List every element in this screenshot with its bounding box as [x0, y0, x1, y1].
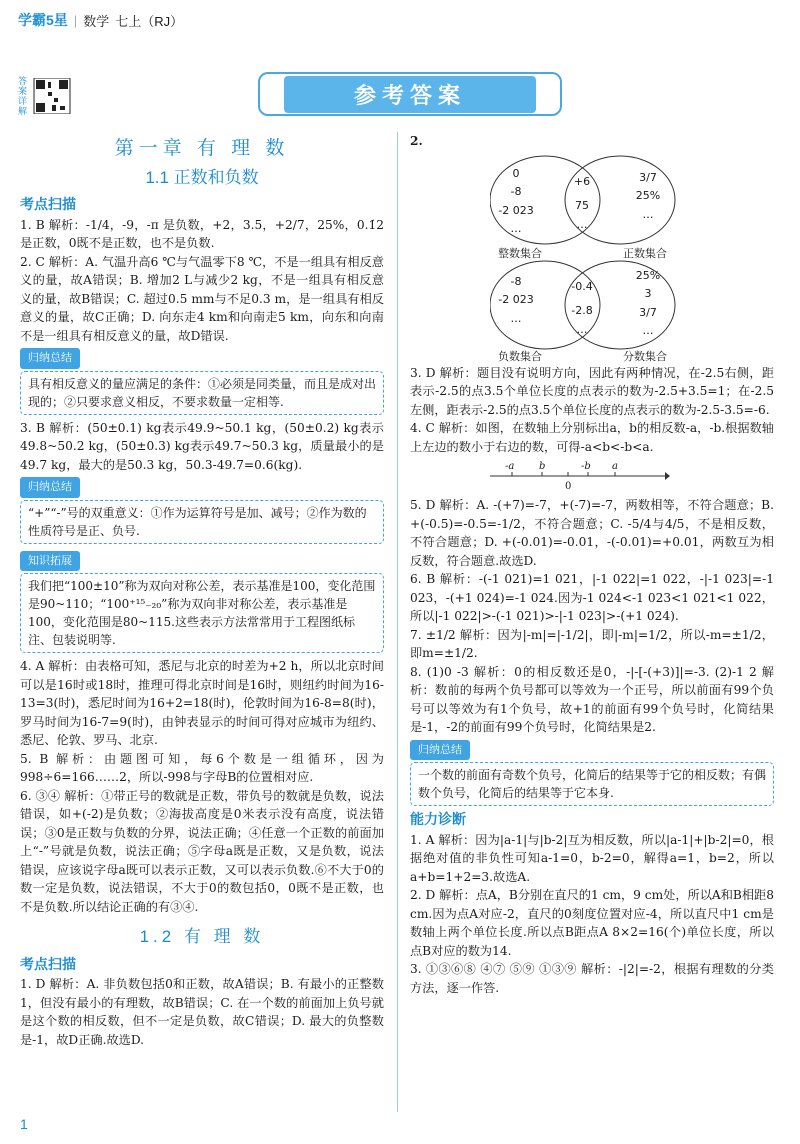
answer-r7: 7. ±1/2 解析：因为|-m|=|-1/2|，即|-m|=1/2，所以-m=±1/2，即m=±1/2.: [410, 627, 774, 660]
answer-banner: [258, 72, 562, 116]
left-column: [20, 132, 384, 1049]
answer-4: 4. A 解析：由表格可知，悉尼与北京的时差为+2 h，所以北京时间可以是16时或18时，推理可得北京时间是16时，则纽约时间为16-13=3(时)，悉尼时间为16+2=18(时)，伦敦时间为16-8=8(时)，罗马时间为16-7=9(时)，由钟表显示的时间可得对应城市为纽约、悉尼、伦敦、罗马、北京.: [20, 659, 384, 747]
brand-logo: 学霸5星: [18, 12, 68, 28]
header-divider: |: [73, 12, 78, 28]
answer-n2: 2. D 解析：点A，B分别在直尺的1 cm，9 cm处，所以A和B相距8 cm.因为点A对应-2，直尺的0刻度位置对应-4，所以直尺中1 cm是数轴上两个单位长度.所以点B距点A 8×2=16(个)单位长度，所以点B对应的数为14.: [410, 888, 775, 958]
tag-summary: 归纳总结: [20, 477, 80, 498]
subheading-kaodian: 考点扫描: [20, 196, 76, 212]
answer-r3: 3. D 解析：题目没有说明方向，因此有两种情况，在-2.5右侧，距表示-2.5的点3.5个单位长度的点表示的数为-2.5+3.5=1；在-2.5左侧，距表示-2.5的点3.5个单位长度的点表示的数为-2.5-3.5=-6.: [410, 365, 774, 417]
answer-n1: 1. A 解析：因为|a-1|与|b-2|互为相反数，所以|a-1|+|b-2|=0，根据绝对值的非负性可知a-1=0，b-2=0，解得a=1，b=2，所以a+b=1+2=3.故选A.: [410, 832, 774, 884]
answer-n3: 3. ①③⑥⑧ ④⑦ ⑤⑨ ①③⑨ 解析：-|2|=-2，根据有理数的分类方法，逐一作答.: [410, 962, 774, 995]
summary-box: 一个数的前面有奇数个负号，化简后的结果等于它的相反数；有偶数个负号，化简后的结果等于它本身.: [410, 762, 774, 806]
qr-side-label: 答案详解: [18, 76, 28, 116]
venn2-right: 25% 3 3/7 …: [635, 268, 661, 337]
summary-box: 具有相反意义的量应满足的条件：①必须是同类量，而且是成对出现的；②只要求意义相反，不要求数量一定相等.: [20, 371, 384, 415]
answer-1-2-1: 1. D 解析：A. 非负数包括0和正数，故A错误；B. 有最小的正整数1，但没有最小的有理数，故B错误；C. 在一个数的前面加上负号就是这个数的相反数，但不一定是负数，故C错误；D. 最大的负整数是-1，故D正确.故选D.: [20, 977, 384, 1047]
tick-neg-a: -a: [505, 461, 515, 472]
tag-extension: 知识拓展: [20, 551, 80, 572]
section-title-1-2: 1.2 有 理 数: [139, 927, 265, 946]
venn1-left: 0 -8 -2 023 …: [498, 166, 534, 235]
number-line-axis: [490, 462, 670, 492]
answer-r6: 6. B 解析：-(-1 021)=1 021，|-1 022|=1 022，-|-1 023|=-1 023，-(+1 024)=-1 024.因为-1 024<-1 023<1 021<1 022，所以|-1 022|>-(-1 021)>-|-1 023|>-(+1 024).: [410, 572, 774, 623]
tick-neg-b: -b: [581, 461, 591, 472]
section-title-1-1: 1.1 正数和负数: [145, 167, 259, 187]
venn2-label-left: 负数集合: [498, 349, 542, 363]
subheading-kaodian: 考点扫描: [20, 955, 76, 972]
tick-zero: 0: [565, 481, 572, 492]
tag-summary: 归纳总结: [20, 348, 80, 369]
venn1-label-right: 正数集合: [623, 246, 667, 260]
answer-5: 5. B 解析：由题图可知，每6个数是一组循环，因为998÷6=166……2，所以-998与字母B的位置相对应.: [20, 751, 384, 784]
answer-3: 3. B 解析：(50±0.1) kg表示49.9~50.1 kg，(50±0.2) kg表示49.8~50.2 kg，(50±0.3) kg表示49.7~50.3 kg，质量最小的是49.7 kg，最大的是50.3 kg，50.3-49.7=0.6(kg).: [20, 420, 384, 472]
extension-box: 我们把“100±10”称为双向对称公差，表示基准是100，变化范围是90~110；“100⁺¹⁵₋₂₀”称为双向非对称公差，表示基准是100，变化范围是80~115.这些表示方法常常用于工程图纸标注、包装说明等.: [20, 573, 384, 653]
header-grade: 七上（RJ）: [115, 13, 184, 29]
answer-r8: 8. (1)0 -3 解析：0的相反数还是0，-|-[-(+3)]|=-3. (2)-1 2 解析：数前的每两个负号都可以等效为一个正号，所以前面有99个负号可以等效为有1个负号，故+1的前面有99个负号时，化简结果是-1，-2的前面有99个负号时，化简结果是2.: [410, 664, 774, 734]
right-column: [410, 132, 774, 997]
page-number: 1: [20, 1116, 28, 1132]
answer-r4: 4. C 解析：如图，在数轴上分别标出a，b的相反数-a，-b.根据数轴上左边的数小于右边的数，可得-a<b<-b<a.: [410, 421, 774, 454]
banner-title: 参考答案: [284, 76, 536, 113]
venn2-left: -8 -2 023 …: [498, 274, 534, 325]
venn1-mid: +6 75 …: [573, 174, 591, 231]
venn1-right: 3/7 25% …: [635, 170, 661, 221]
answer-2: 2. C 解析：A. 气温升高6 ℃与气温零下8 ℃，不是一组具有相反意义的量，故A错误；B. 增加2 L与减少2 kg，不是一组具有相反意义的量，故B错误；C. 超过0.5 mm与不足0.3 m，是一组具有相反意义的量，故C正确；D. 向东走4 km和向南走5 km，向东和向南不是一组具有相反意义的量，故D错误.: [20, 254, 384, 343]
answer-2-head: 2.: [410, 134, 423, 148]
subheading-nengli: 能力诊断: [410, 811, 466, 827]
venn2-mid: -0.4 -2.8 …: [571, 279, 593, 336]
summary-box: “+”“-”号的双重意义：①作为运算符号是加、减号；②作为数的性质符号是正、负号.: [20, 500, 384, 544]
tick-b: b: [539, 461, 546, 472]
answer-6: 6. ③④ 解析：①带正号的数就是正数，带负号的数就是负数，说法错误，如+(-2)是负数；②海拔高度是0米表示没有高度，说法错误；③0是正数与负数的分界，说法正确；④任意一个正数的前面加上“-”号就是负数，说法正确；⑤字母a既是正数，又是负数，说法错误，应该说字母a既可以表示正数，又可以表示负数.⑥不大于0的数一定是负数，说法错误，不大于0的数包括0，0既不是正数，也不是负数.所以结论正确的有③④.: [20, 788, 384, 914]
header-subject: 数学: [83, 13, 110, 29]
column-divider: [397, 132, 398, 1112]
qr-code-icon[interactable]: [18, 78, 94, 114]
tag-summary: 归纳总结: [410, 740, 470, 761]
page-header: [18, 8, 183, 32]
venn-diagrams: [490, 155, 774, 363]
venn1-label-left: 整数集合: [498, 246, 542, 260]
answer-r5: 5. D 解析：A. -(+7)=-7，+(-7)=-7，两数相等，不符合题意；B. +(-0.5)=-0.5=-1/2，不符合题意；C. -5/4与4/5，不是相反数，不符合题意；D. +(-0.01)=-0.01，-(-0.01)=+0.01，两数互为相反数，符合题意.故选D.: [410, 498, 774, 568]
chapter-title: 第一章 有 理 数: [114, 138, 290, 159]
answer-1: 1. B 解析：-1/4，-9，-π 是负数，+2，3.5，+2/7，25%，0.1̇2 是正数，0既不是正数，也不是负数.: [20, 217, 384, 250]
tick-a: a: [612, 461, 618, 472]
venn2-label-right: 分数集合: [623, 349, 667, 363]
number-line: [490, 462, 774, 492]
